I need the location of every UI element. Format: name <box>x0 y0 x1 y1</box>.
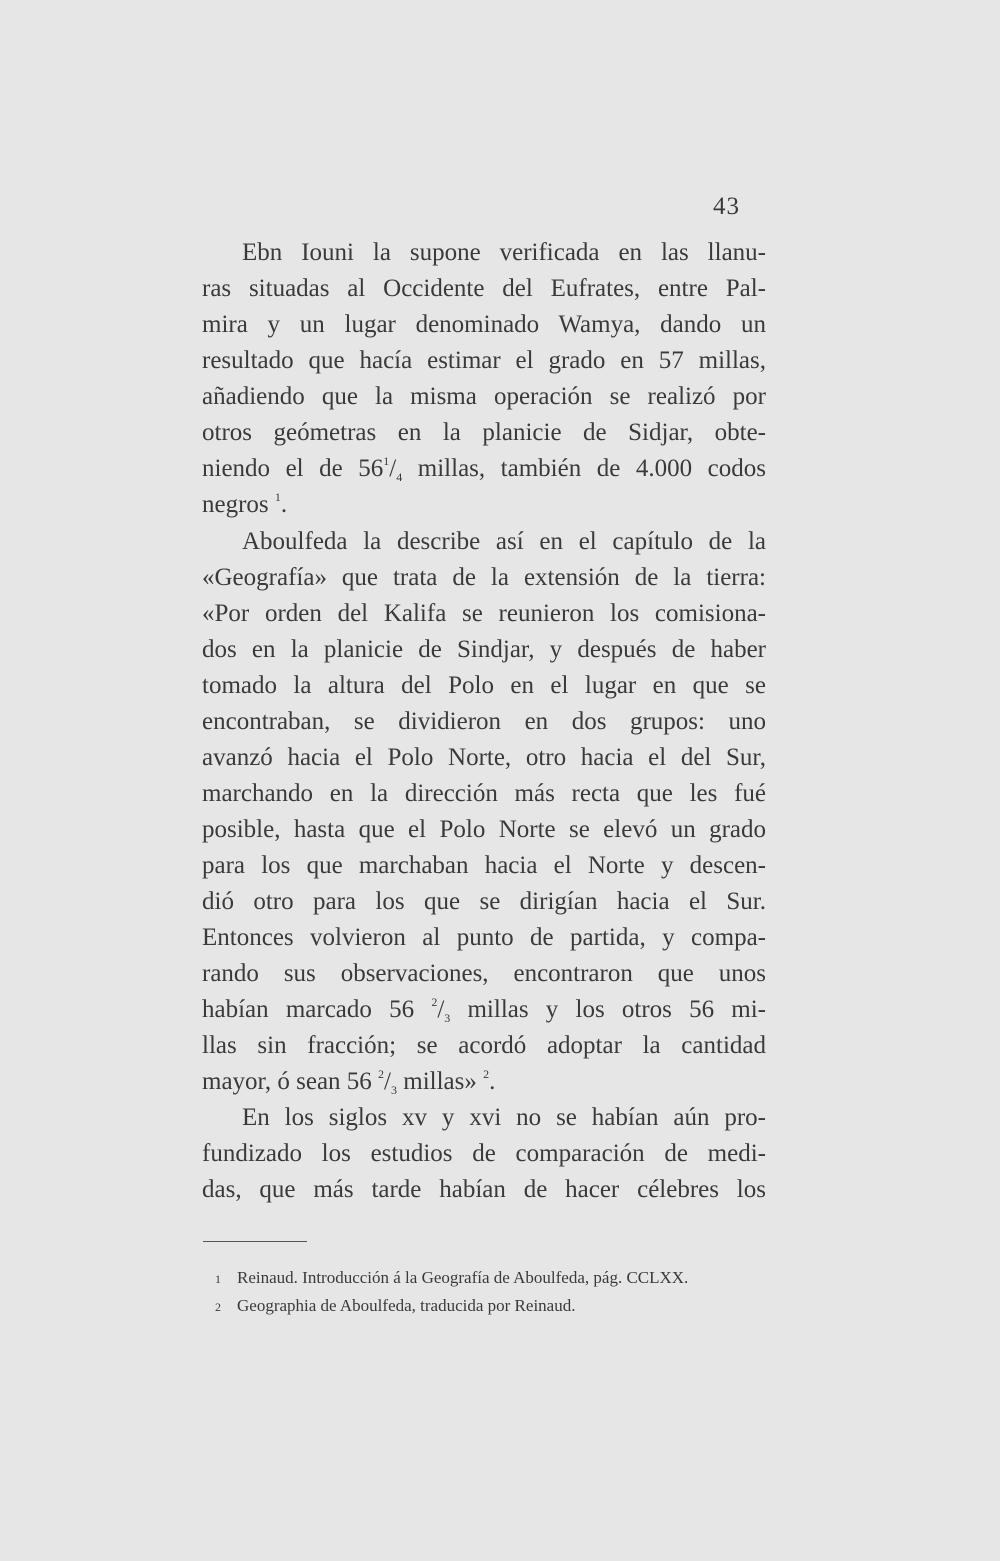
text-line: marchando en la dirección más recta que les fué <box>202 780 766 807</box>
text-line: Ebn Iouni la supone verificada en las llanu- <box>242 239 766 266</box>
text-line: dió otro para los que se dirigían hacia el Sur. <box>202 888 766 915</box>
fraction-numerator: 2 <box>431 995 438 1009</box>
footnote <box>215 1266 688 1291</box>
fraction-numerator: 1 <box>383 454 390 468</box>
text-line: otros geómetras en la planicie de Sidjar, obte- <box>202 419 766 446</box>
text-line: fundizado los estudios de comparación de medi- <box>202 1140 766 1167</box>
text-segment: negros <box>202 491 269 518</box>
text-segment: habían marcado 56 <box>202 996 415 1023</box>
footnote-text: Geographia de Aboulfeda, traducida por Reinaud. <box>237 1296 576 1315</box>
text-segment: millas y los otros 56 mi- <box>450 996 767 1023</box>
text-line: mira y un lugar denominado Wamya, dando un <box>202 311 766 338</box>
text-segment: mayor, ó sean 56 <box>202 1068 372 1095</box>
text-line: avanzó hacia el Polo Norte, otro hacia el del Sur, <box>202 744 766 771</box>
text-line: dos en la planicie de Sindjar, y después de haber <box>202 636 766 663</box>
text-line: resultado que hacía estimar el grado en 57 millas, <box>202 347 766 374</box>
text-line: Aboulfeda la describe así en el capítulo de la <box>242 528 766 555</box>
footnote <box>215 1294 575 1319</box>
text-line: En los siglos xv y xvi no se habían aún pro- <box>242 1104 766 1131</box>
text-line: encontraban, se dividieron en dos grupos: uno <box>202 708 766 735</box>
fraction-denominator: 3 <box>391 1083 397 1097</box>
fraction-numerator: 2 <box>378 1067 385 1081</box>
footnote-marker: 2 <box>215 1300 221 1314</box>
text-line: niendo el de $56^1/_4$ millas, también de 4.000 codos <box>202 454 766 484</box>
text-line: mayor, ó sean 56 $^2/_3$ millas» $^2$. <box>202 1067 496 1097</box>
text-line: Entonces volvieron al punto de partida, y compa- <box>202 924 766 951</box>
fraction-denominator: 3 <box>444 1011 451 1025</box>
footnote-marker: 1 <box>215 1272 221 1286</box>
text-line: añadiendo que la misma operación se realizó por <box>202 383 766 410</box>
text-segment: . <box>280 491 288 518</box>
text-line: «Geografía» que trata de la extensión de la tierra: <box>202 564 766 591</box>
text-line: ras situadas al Occidente del Eufrates, entre Pal- <box>202 275 766 302</box>
footnote-reference: 2 <box>483 1067 490 1081</box>
text-segment: . <box>489 1068 496 1095</box>
text-line: das, que más tarde habían de hacer célebres los <box>202 1176 766 1203</box>
text-segment: millas, también de 4.000 codos <box>402 455 766 482</box>
text-line: posible, hasta que el Polo Norte se elevó un grado <box>202 816 766 843</box>
text-segment: niendo el de 56 <box>202 455 384 482</box>
footnote-text: Reinaud. Introducción á la Geografía de Aboulfeda, pág. CCLXX. <box>237 1268 689 1287</box>
text-line <box>202 487 766 523</box>
page-number: 43 <box>713 193 740 220</box>
text-line: «Por orden del Kalifa se reunieron los comisiona- <box>202 600 766 627</box>
text-line: habían marcado 56 $^2/_3$ millas y los otros 56 mi- <box>202 995 767 1025</box>
text-line: rando sus observaciones, encontraron que unos <box>202 960 766 987</box>
text-line: para los que marchaban hacia el Norte y descen- <box>202 852 766 879</box>
text-segment: millas» <box>397 1068 477 1095</box>
footnote-reference: 1 <box>274 490 281 504</box>
fraction-denominator: 4 <box>396 470 403 484</box>
footnote-divider <box>203 1241 307 1242</box>
text-line: tomado la altura del Polo en el lugar en que se <box>202 672 766 699</box>
text-line: llas sin fracción; se acordó adoptar la cantidad <box>202 1032 766 1059</box>
